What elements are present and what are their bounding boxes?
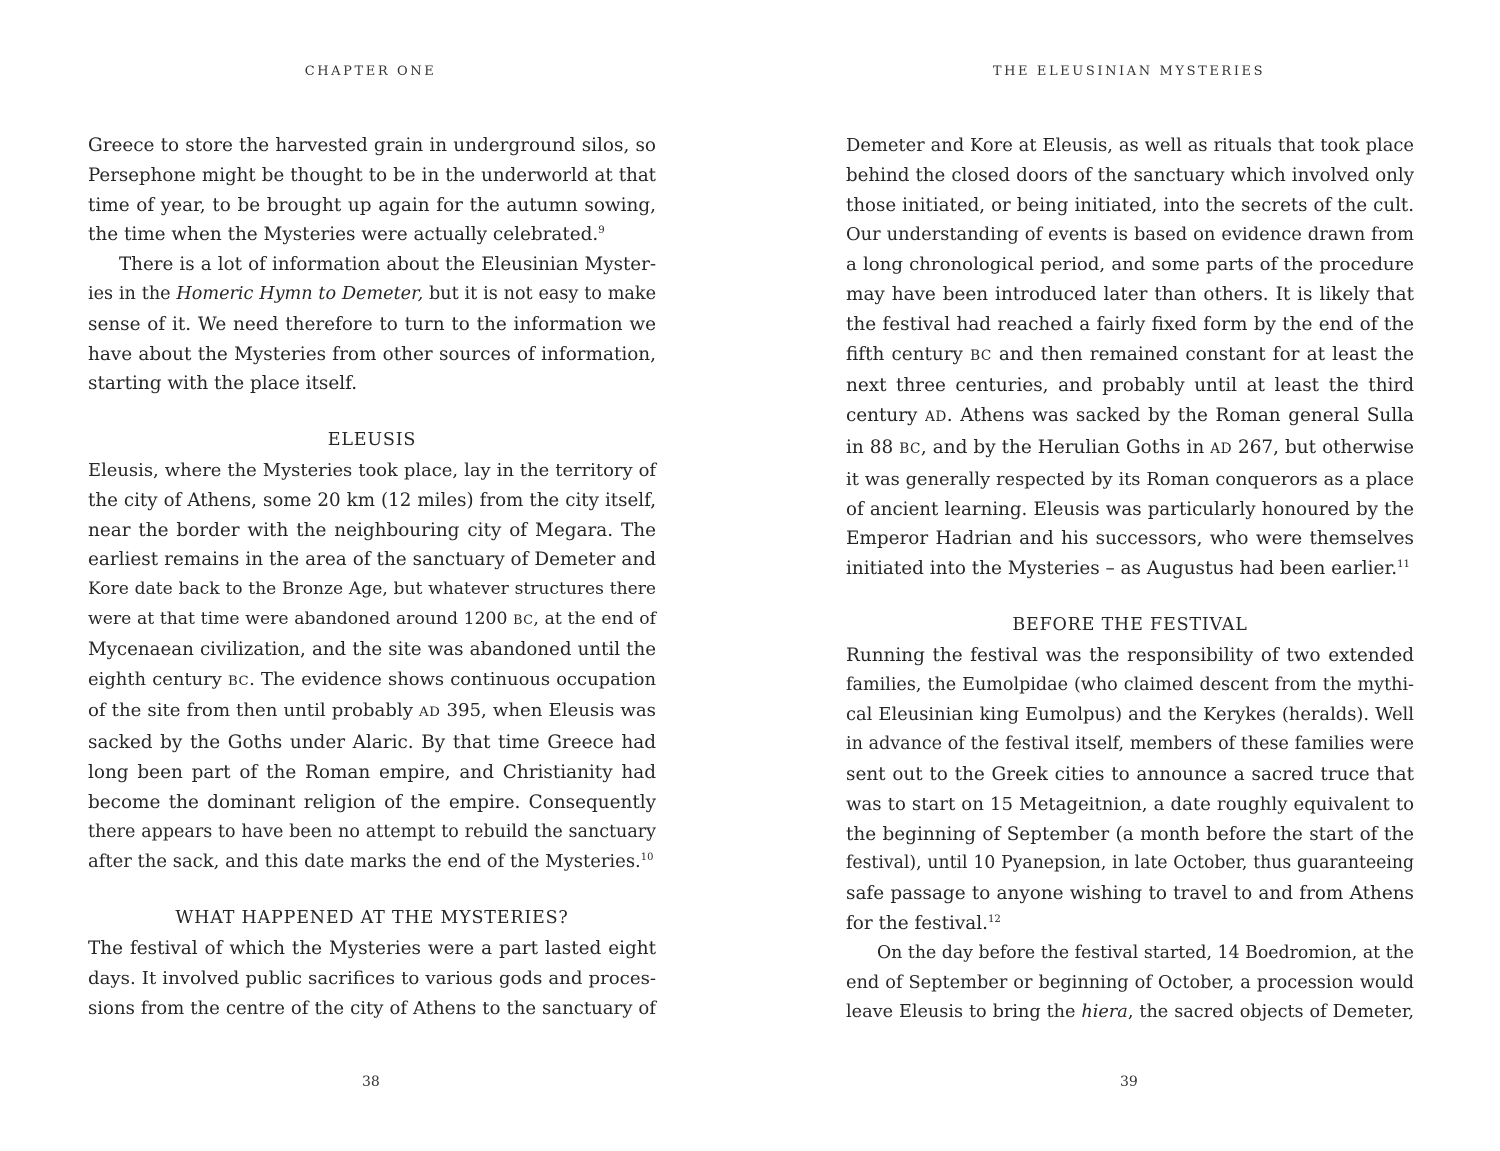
text-line: safe passage to anyone wishing to travel to and from Athens — [846, 883, 1414, 905]
text-fragment: for the festival. — [846, 912, 988, 934]
page-number-right: 39 — [1120, 1074, 1138, 1090]
text-line — [846, 340, 1414, 372]
era-abbrev: BC — [970, 347, 992, 364]
era-abbrev: AD — [1210, 440, 1232, 457]
text-fragment: 267, but otherwise — [1231, 436, 1415, 458]
text-line: a long chronological period, and some parts of the procedure — [846, 254, 1414, 276]
text-fragment: ies in the — [88, 283, 177, 304]
text-line: time of year, to be brought up again for the autumn sowing, — [88, 194, 656, 216]
text-line: Emperor Hadrian and his successors, who were themselves — [846, 528, 1414, 550]
text-fragment: , and by the Herulian Goths in — [920, 436, 1211, 458]
text-line: On the day before the festival started, 14 Boedromion, at the — [877, 942, 1414, 963]
text-line: have about the Mysteries from other sources of information, — [88, 343, 656, 365]
text-line: families, the Eumolpidae (who claimed descent from the mythi- — [846, 674, 1414, 695]
text-line: sense of it. We need therefore to turn to the information we — [88, 313, 656, 335]
text-line: sions from the centre of the city of Athens to the sanctuary of — [88, 997, 656, 1019]
text-line: near the border with the neighbouring city of Megara. The — [88, 519, 656, 541]
right-page — [750, 0, 1500, 1151]
text-fragment: . Athens was sacked by the Roman general Sulla — [946, 405, 1414, 427]
text-line: earliest remains in the area of the sanctuary of Demeter and — [88, 549, 656, 571]
text-line: The festival of which the Mysteries were a part lasted eight — [88, 937, 656, 959]
text-line: Kore date back to the Bronze Age, but whatever structures there — [88, 579, 656, 600]
running-head-right: THE ELEUSINIAN MYSTERIES — [992, 64, 1266, 79]
text-line: days. It involved public sacrifices to various gods and proces- — [88, 967, 656, 989]
text-line: long been part of the Roman empire, and Christianity had — [88, 761, 656, 783]
text-line: Demeter and Kore at Eleusis, as well as rituals that took place — [846, 135, 1414, 156]
text-fragment: , at the end of — [533, 608, 657, 629]
text-line — [88, 847, 656, 877]
page-number-left: 38 — [362, 1074, 380, 1090]
section-heading-eleusis: ELEUSIS — [327, 430, 417, 451]
text-line: may have been introduced later than others. It is likely that — [846, 283, 1414, 305]
text-line: in advance of the festival itself, members of these families were — [846, 734, 1414, 755]
era-abbrev: AD — [925, 409, 947, 426]
text-line — [88, 605, 656, 635]
text-fragment: century — [846, 405, 926, 427]
footnote-ref-9: 9 — [598, 225, 605, 237]
text-line: of ancient learning. Eleusis was particularly honoured by the — [846, 498, 1414, 520]
era-abbrev: BC — [899, 440, 921, 457]
running-head-left: CHAPTER ONE — [304, 64, 437, 79]
text-line — [846, 998, 1414, 1028]
text-fragment: . The evidence shows continuous occupation — [249, 668, 656, 690]
text-line: Persephone might be thought to be in the underworld at that — [88, 164, 656, 186]
era-abbrev: BC — [227, 673, 250, 689]
text-line: sent out to the Greek cities to announce a sacred truce that — [846, 763, 1414, 785]
text-line — [88, 696, 656, 728]
text-line: Eleusis, where the Mysteries took place, lay in the territory of — [88, 459, 656, 481]
text-line — [846, 909, 1414, 939]
section-heading-before-festival: BEFORE THE FESTIVAL — [1012, 614, 1248, 635]
text-line: sacked by the Goths under Alaric. By that time Greece had — [88, 732, 656, 754]
text-fragment: leave Eleusis to bring the — [846, 1002, 1082, 1023]
text-line: There is a lot of information about the Eleusinian Myster- — [119, 254, 656, 276]
text-line: behind the closed doors of the sanctuary which involved only — [846, 164, 1414, 186]
text-line: the city of Athens, some 20 km (12 miles) from the city itself, — [88, 489, 656, 511]
text-line — [88, 665, 656, 697]
text-fragment: of the site from then until probably — [88, 700, 419, 722]
greek-term: hiera — [1081, 1002, 1128, 1023]
era-abbrev: BC — [513, 611, 534, 627]
text-line: Running the festival was the responsibility of two extended — [846, 644, 1414, 666]
text-line: there appears to have been no attempt to rebuild the sanctuary — [88, 821, 656, 842]
text-line: next three centuries, and probably until at least the third — [846, 375, 1414, 397]
text-fragment: fifth century — [846, 343, 971, 365]
footnote-ref-12: 12 — [987, 913, 1001, 925]
text-fragment: , the sacred objects of Demeter, — [1127, 1002, 1414, 1023]
footnote-ref-10: 10 — [640, 852, 654, 864]
text-line: end of September or beginning of October, a procession would — [846, 972, 1414, 993]
text-line: it was generally respected by its Roman conquerors as a place — [846, 468, 1414, 490]
text-line: was to start on 15 Metageitnion, a date roughly equivalent to — [846, 793, 1414, 815]
text-fragment: the time when the Mysteries were actually celebrated. — [88, 224, 599, 246]
text-fragment: but it is not easy to make — [423, 283, 657, 304]
section-heading-what-happened: WHAT HAPPENED AT THE MYSTERIES? — [175, 908, 569, 929]
text-line — [88, 280, 656, 310]
footnote-ref-11: 11 — [1397, 559, 1410, 571]
text-line: cal Eleusinian king Eumolpus) and the Kerykes (heralds). Well — [846, 704, 1414, 726]
text-line: the beginning of September (a month before the start of the — [846, 823, 1414, 845]
text-line: starting with the place itself. — [88, 373, 358, 395]
text-fragment: eighth century — [88, 668, 228, 690]
text-fragment: and then remained constant for at least the — [991, 343, 1414, 365]
text-line — [846, 433, 1414, 465]
text-line — [88, 220, 656, 250]
text-line: Our understanding of events is based on evidence drawn from — [846, 224, 1414, 246]
left-text-block — [88, 131, 656, 1023]
text-fragment: after the sack, and this date marks the end of the Mysteries. — [88, 851, 641, 873]
text-fragment: were at that time were abandoned around 1200 — [88, 608, 514, 629]
text-fragment: 395, when Eleusis was — [440, 700, 656, 722]
text-line: become the dominant religion of the empire. Consequently — [88, 791, 656, 813]
work-title: Homeric Hymn to Demeter, — [176, 283, 424, 304]
text-line: Greece to store the harvested grain in underground silos, so — [88, 135, 656, 156]
text-line: those initiated, or being initiated, into the secrets of the cult. — [846, 194, 1414, 216]
text-fragment: initiated into the Mysteries – as Augustus had been earlier. — [846, 558, 1398, 580]
text-line: the festival had reached a fairly fixed form by the end of the — [846, 313, 1414, 335]
text-line — [846, 554, 1414, 584]
text-line — [846, 401, 1414, 433]
right-text-block — [846, 131, 1414, 1028]
text-line: Mycenaean civilization, and the site was abandoned until the — [88, 638, 656, 660]
text-fragment: in 88 — [846, 436, 900, 458]
text-line: festival), until 10 Pyanepsion, in late October, thus guaranteeing — [846, 853, 1414, 874]
era-abbrev: AD — [418, 705, 441, 721]
